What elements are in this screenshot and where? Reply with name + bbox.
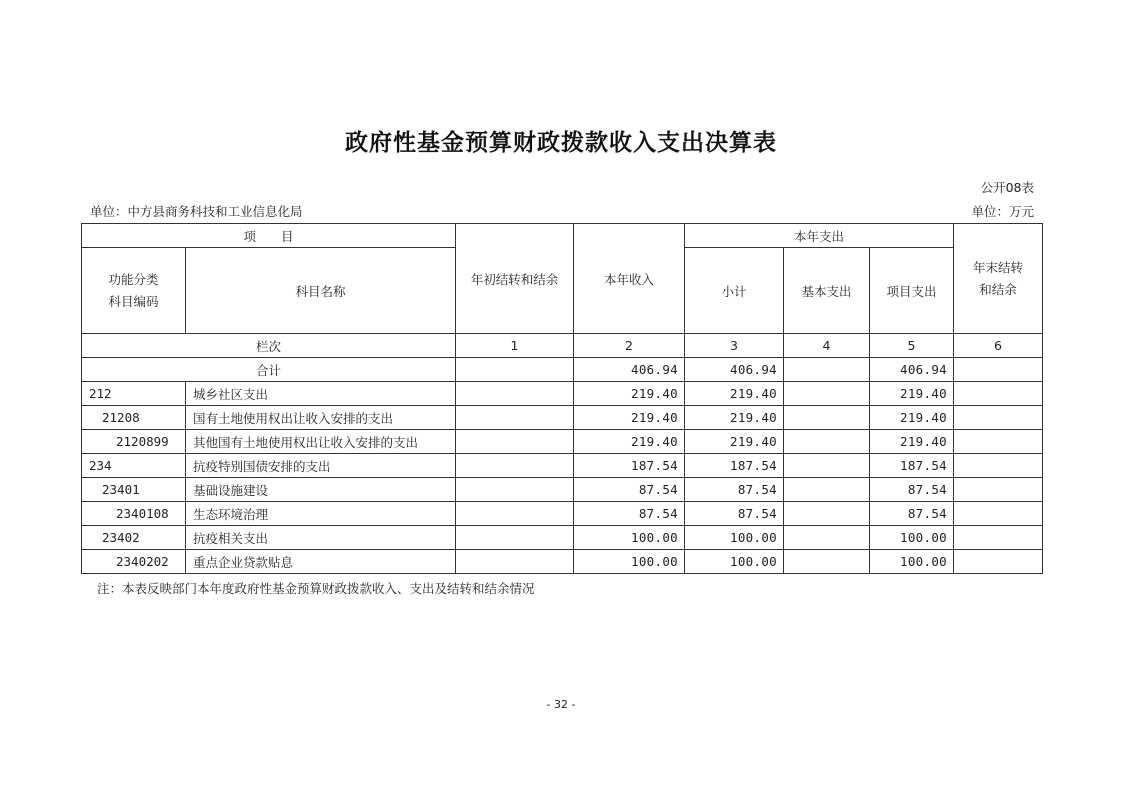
- row-end: [954, 478, 1043, 502]
- row-income: 87.54: [574, 502, 685, 526]
- column-index-label: 栏次: [82, 334, 456, 358]
- row-end: [954, 454, 1043, 478]
- row-name: 抗疫相关支出: [186, 526, 456, 550]
- row-subtotal: 87.54: [685, 478, 784, 502]
- table-row: [82, 478, 1043, 502]
- row-income: 100.00: [574, 550, 685, 574]
- row-project: 87.54: [870, 502, 954, 526]
- total-label: 合计: [82, 358, 456, 382]
- row-start: [456, 430, 574, 454]
- row-basic: [784, 502, 870, 526]
- row-income: 100.00: [574, 526, 685, 550]
- page-number: - 32 -: [546, 698, 576, 711]
- row-basic: [784, 430, 870, 454]
- row-subtotal: 87.54: [685, 502, 784, 526]
- row-end: [954, 526, 1043, 550]
- table-row: [82, 382, 1043, 406]
- column-index-6: 6: [954, 334, 1043, 358]
- header-row-1: [82, 224, 1043, 248]
- header-start-balance: 年初结转和结余: [456, 224, 574, 334]
- header-func-code-line1: 功能分类: [108, 271, 159, 287]
- row-start: [456, 502, 574, 526]
- row-start: [456, 478, 574, 502]
- row-basic: [784, 526, 870, 550]
- total-basic: [784, 358, 870, 382]
- header-project: 项目支出: [870, 248, 954, 334]
- column-index-4: 4: [784, 334, 870, 358]
- row-project: 187.54: [870, 454, 954, 478]
- row-code: 23402: [82, 526, 186, 550]
- row-income: 87.54: [574, 478, 685, 502]
- header-end-balance: [954, 224, 1043, 334]
- row-code: 212: [82, 382, 186, 406]
- row-name: 重点企业贷款贴息: [186, 550, 456, 574]
- header-expense: 本年支出: [685, 224, 954, 248]
- column-index-2: 2: [574, 334, 685, 358]
- unit-organization: 单位：中方县商务科技和工业信息化局: [90, 204, 303, 219]
- row-subtotal: 219.40: [685, 430, 784, 454]
- row-start: [456, 526, 574, 550]
- row-start: [456, 382, 574, 406]
- table-row: [82, 430, 1043, 454]
- header-item: 项 目: [82, 224, 456, 248]
- row-project: 87.54: [870, 478, 954, 502]
- row-subtotal: 219.40: [685, 406, 784, 430]
- row-name: 抗疫特别国债安排的支出: [186, 454, 456, 478]
- header-func-code-line2: 科目编码: [108, 293, 159, 309]
- row-start: [456, 550, 574, 574]
- row-basic: [784, 454, 870, 478]
- header-basic: 基本支出: [784, 248, 870, 334]
- row-code: 2340108: [82, 502, 186, 526]
- row-code: 234: [82, 454, 186, 478]
- row-end: [954, 550, 1043, 574]
- row-project: 100.00: [870, 526, 954, 550]
- table-row: [82, 502, 1043, 526]
- row-code: 21208: [82, 406, 186, 430]
- total-subtotal: 406.94: [685, 358, 784, 382]
- table-row: [82, 550, 1043, 574]
- header-subject-name: 科目名称: [186, 248, 456, 334]
- budget-table: [81, 223, 1043, 574]
- row-project: 219.40: [870, 430, 954, 454]
- column-index-1: 1: [456, 334, 574, 358]
- row-basic: [784, 550, 870, 574]
- row-start: [456, 454, 574, 478]
- row-income: 187.54: [574, 454, 685, 478]
- row-code: 23401: [82, 478, 186, 502]
- column-index-3: 3: [685, 334, 784, 358]
- column-index-5: 5: [870, 334, 954, 358]
- total-project: 406.94: [870, 358, 954, 382]
- row-basic: [784, 382, 870, 406]
- row-basic: [784, 406, 870, 430]
- row-subtotal: 100.00: [685, 526, 784, 550]
- row-subtotal: 187.54: [685, 454, 784, 478]
- header-end-balance-line1: 年末结转: [972, 259, 1023, 275]
- row-name: 生态环境治理: [186, 502, 456, 526]
- row-end: [954, 502, 1043, 526]
- row-income: 219.40: [574, 406, 685, 430]
- row-project: 100.00: [870, 550, 954, 574]
- table-note: 注：本表反映部门本年度政府性基金预算财政拨款收入、支出及结转和结余情况: [97, 581, 535, 596]
- row-end: [954, 406, 1043, 430]
- total-row: [82, 358, 1043, 382]
- unit-currency: 单位：万元: [971, 204, 1034, 219]
- table-row: [82, 526, 1043, 550]
- row-code: 2120899: [82, 430, 186, 454]
- row-project: 219.40: [870, 406, 954, 430]
- row-project: 219.40: [870, 382, 954, 406]
- row-name: 其他国有土地使用权出让收入安排的支出: [186, 430, 456, 454]
- header-subtotal: 小计: [685, 248, 784, 334]
- row-income: 219.40: [574, 430, 685, 454]
- total-start: [456, 358, 574, 382]
- row-income: 219.40: [574, 382, 685, 406]
- row-start: [456, 406, 574, 430]
- header-income: 本年收入: [574, 224, 685, 334]
- row-name: 城乡社区支出: [186, 382, 456, 406]
- row-name: 基础设施建设: [186, 478, 456, 502]
- row-name: 国有土地使用权出让收入安排的支出: [186, 406, 456, 430]
- row-subtotal: 219.40: [685, 382, 784, 406]
- table-row: [82, 454, 1043, 478]
- row-end: [954, 382, 1043, 406]
- row-code: 2340202: [82, 550, 186, 574]
- header-end-balance-line2: 和结余: [979, 281, 1017, 297]
- row-end: [954, 430, 1043, 454]
- table-row: [82, 406, 1043, 430]
- column-index-row: [82, 334, 1043, 358]
- row-basic: [784, 478, 870, 502]
- row-subtotal: 100.00: [685, 550, 784, 574]
- total-end: [954, 358, 1043, 382]
- header-func-code: [82, 248, 186, 334]
- table-tag: 公开08表: [980, 180, 1034, 195]
- page-title: 政府性基金预算财政拨款收入支出决算表: [345, 129, 777, 156]
- total-income: 406.94: [574, 358, 685, 382]
